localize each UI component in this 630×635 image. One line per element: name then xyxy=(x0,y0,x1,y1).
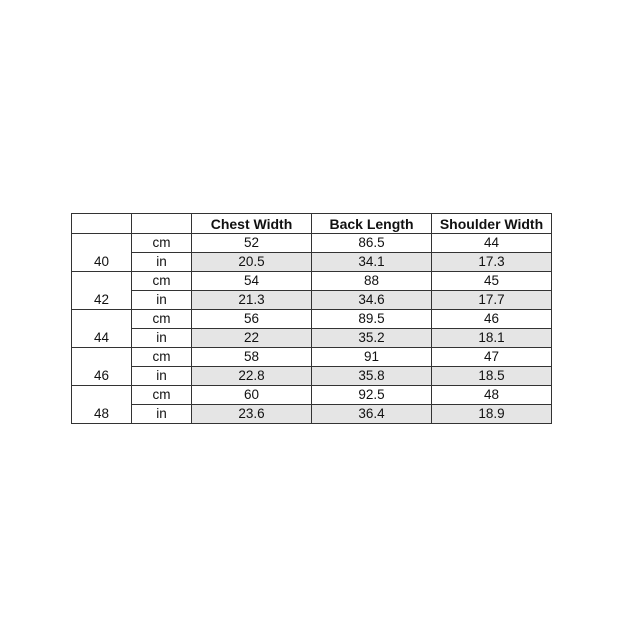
back-length-value: 34.1 xyxy=(312,253,432,272)
size-label: 42 xyxy=(72,272,132,310)
chest-width-value: 21.3 xyxy=(192,291,312,310)
unit-label: in xyxy=(132,405,192,424)
back-length-value: 35.8 xyxy=(312,367,432,386)
shoulder-width-value: 17.3 xyxy=(432,253,552,272)
header-back-length: Back Length xyxy=(312,214,432,234)
header-row xyxy=(72,214,552,234)
header-size-cell xyxy=(72,214,132,234)
chest-width-value: 54 xyxy=(192,272,312,291)
unit-label: cm xyxy=(132,348,192,367)
chest-width-value: 22 xyxy=(192,329,312,348)
shoulder-width-value: 18.9 xyxy=(432,405,552,424)
size-label: 48 xyxy=(72,386,132,424)
size-chart-table xyxy=(71,213,552,424)
header-shoulder-width: Shoulder Width xyxy=(432,214,552,234)
back-length-value: 86.5 xyxy=(312,234,432,253)
table-row xyxy=(72,367,552,386)
chest-width-value: 60 xyxy=(192,386,312,405)
table-row xyxy=(72,329,552,348)
back-length-value: 91 xyxy=(312,348,432,367)
table-row xyxy=(72,234,552,253)
back-length-value: 35.2 xyxy=(312,329,432,348)
shoulder-width-value: 44 xyxy=(432,234,552,253)
shoulder-width-value: 48 xyxy=(432,386,552,405)
chest-width-value: 22.8 xyxy=(192,367,312,386)
unit-label: in xyxy=(132,291,192,310)
unit-label: in xyxy=(132,329,192,348)
shoulder-width-value: 45 xyxy=(432,272,552,291)
table-row xyxy=(72,310,552,329)
size-label: 40 xyxy=(72,234,132,272)
size-label: 46 xyxy=(72,348,132,386)
back-length-value: 89.5 xyxy=(312,310,432,329)
shoulder-width-value: 46 xyxy=(432,310,552,329)
back-length-value: 36.4 xyxy=(312,405,432,424)
shoulder-width-value: 47 xyxy=(432,348,552,367)
header-chest-width: Chest Width xyxy=(192,214,312,234)
unit-label: cm xyxy=(132,310,192,329)
table-row xyxy=(72,348,552,367)
shoulder-width-value: 18.1 xyxy=(432,329,552,348)
unit-label: cm xyxy=(132,234,192,253)
header-unit-cell xyxy=(132,214,192,234)
back-length-value: 92.5 xyxy=(312,386,432,405)
table-row xyxy=(72,386,552,405)
unit-label: in xyxy=(132,253,192,272)
chest-width-value: 56 xyxy=(192,310,312,329)
chest-width-value: 23.6 xyxy=(192,405,312,424)
back-length-value: 34.6 xyxy=(312,291,432,310)
shoulder-width-value: 17.7 xyxy=(432,291,552,310)
shoulder-width-value: 18.5 xyxy=(432,367,552,386)
table-row xyxy=(72,291,552,310)
unit-label: cm xyxy=(132,272,192,291)
unit-label: cm xyxy=(132,386,192,405)
back-length-value: 88 xyxy=(312,272,432,291)
table-row xyxy=(72,253,552,272)
table-row xyxy=(72,272,552,291)
chest-width-value: 58 xyxy=(192,348,312,367)
size-label: 44 xyxy=(72,310,132,348)
table-row xyxy=(72,405,552,424)
chest-width-value: 52 xyxy=(192,234,312,253)
unit-label: in xyxy=(132,367,192,386)
chest-width-value: 20.5 xyxy=(192,253,312,272)
